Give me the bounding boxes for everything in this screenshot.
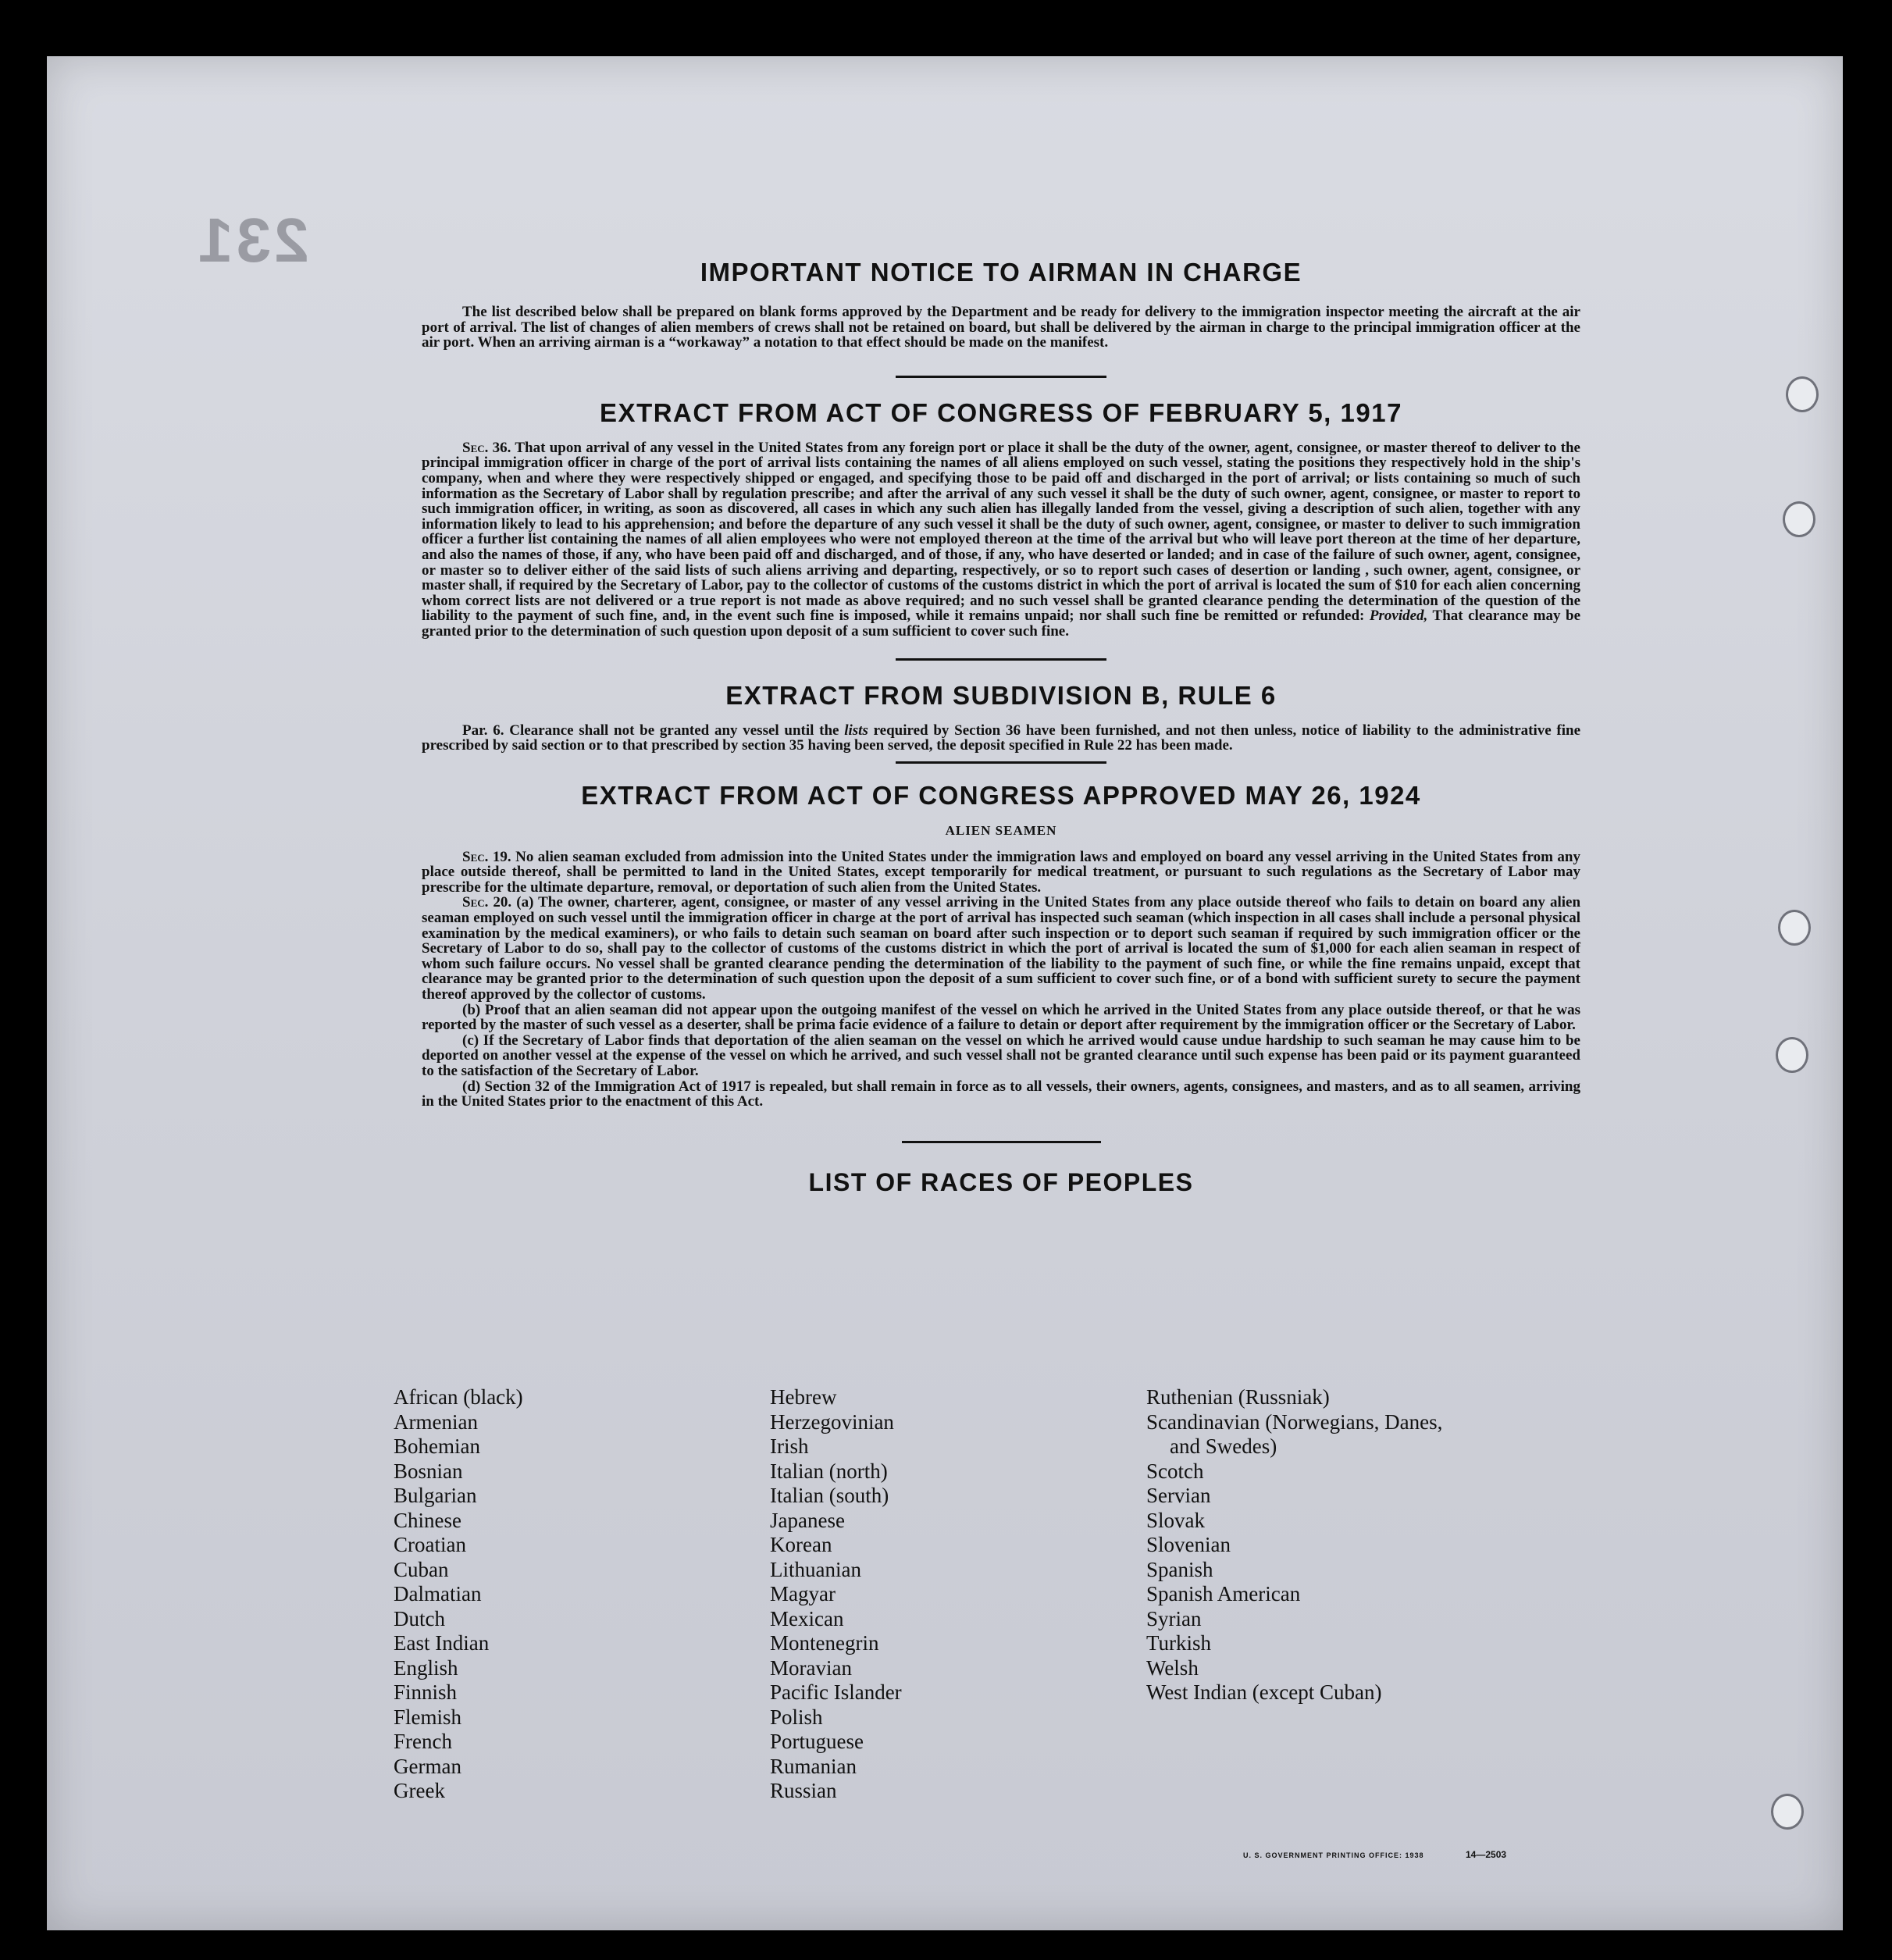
- race-item: Hebrew: [770, 1385, 837, 1409]
- race-item: Bulgarian: [394, 1484, 477, 1507]
- document-content: [422, 258, 1580, 1197]
- race-item: Spanish American: [1146, 1582, 1301, 1605]
- section-divider: [896, 761, 1106, 764]
- race-item: Turkish: [1146, 1631, 1212, 1655]
- race-item: Syrian: [1146, 1606, 1202, 1630]
- race-item: Korean: [770, 1533, 832, 1556]
- race-item: African (black): [394, 1385, 523, 1409]
- race-item: Slovenian: [1146, 1533, 1231, 1556]
- race-item: Welsh: [1146, 1655, 1199, 1680]
- race-item: Dalmatian: [394, 1582, 482, 1605]
- act-1917-text: [422, 440, 1580, 640]
- race-item: Italian (south): [770, 1484, 889, 1507]
- form-code: 14—2503: [1466, 1849, 1507, 1860]
- race-item: English: [394, 1655, 458, 1680]
- race-item: Herzegovinian: [770, 1409, 894, 1434]
- provided-word: Provided,: [1369, 608, 1428, 625]
- race-item: Chinese: [394, 1508, 461, 1532]
- race-item: Slovak: [1146, 1508, 1206, 1532]
- race-item: Polish: [770, 1705, 823, 1729]
- race-item: Ruthenian (Russniak): [1146, 1385, 1330, 1409]
- sec-36-end: That clearance may be granted prior to the determination of such question upon deposit of a sum sufficient to cover such fine.: [422, 608, 1581, 640]
- sec-19-label: Sec. 19.: [462, 848, 511, 865]
- printing-office-imprint: U. S. GOVERNMENT PRINTING OFFICE: 1938: [1243, 1851, 1424, 1859]
- race-item: Armenian: [394, 1409, 478, 1434]
- rule-6-text-end: required by Section 36 have been furnished, and not then unless, notice of liability to the administrative fine prescribed by said section or to that prescribed by section 35 having been served, the deposit specified in Rule 22 has been made.: [422, 722, 1581, 754]
- race-item: Pacific Islander: [770, 1680, 902, 1704]
- race-item: Moravian: [770, 1655, 852, 1680]
- race-item: Spanish: [1146, 1557, 1213, 1581]
- race-item: Rumanian: [770, 1754, 857, 1778]
- race-item: French: [394, 1730, 452, 1753]
- rule-6-title: EXTRACT FROM SUBDIVISION B, RULE 6: [725, 680, 1277, 710]
- race-item: Servian: [1146, 1484, 1211, 1507]
- race-item: Flemish: [394, 1705, 462, 1729]
- act-1917-title: EXTRACT FROM ACT OF CONGRESS OF FEBRUARY 5, 1917: [600, 397, 1402, 427]
- race-item: Montenegrin: [770, 1631, 879, 1655]
- sec-20a-text: [422, 895, 1580, 1002]
- sec-19-text: [422, 850, 1580, 896]
- section-divider: [896, 658, 1106, 661]
- race-item: Mexican: [770, 1606, 844, 1630]
- races-column-1: [394, 1385, 523, 1804]
- section-divider: [902, 1141, 1101, 1143]
- races-column-2: [770, 1385, 902, 1804]
- rule-6-text: [422, 723, 1580, 754]
- notice-text: The list described below shall be prepared on blank forms approved by the Department and be ready for delivery to the immigration inspector meeting the aircraft at the air port of arrival. The list of changes of alien members of crews shall not be retained on board, but shall be delivered by the airman in charge to the principal immigration officer at the air port. When an arriving airman is a “workaway” a notation to that effect should be made on the manifest.: [422, 304, 1580, 351]
- punch-hole: [1778, 910, 1811, 946]
- race-item: Dutch: [394, 1606, 445, 1630]
- race-item: Russian: [770, 1779, 837, 1802]
- section-divider: [896, 376, 1106, 378]
- document-page: [47, 56, 1843, 1930]
- race-item: Italian (north): [770, 1459, 888, 1483]
- race-item: Magyar: [770, 1582, 836, 1605]
- race-item: East Indian: [394, 1631, 490, 1655]
- punch-hole: [1776, 1037, 1808, 1073]
- race-item: Bosnian: [394, 1459, 463, 1483]
- race-item: Croatian: [394, 1533, 466, 1556]
- race-item: Irish: [770, 1434, 809, 1458]
- page-number-bleed-through: 231: [195, 205, 309, 275]
- punch-hole: [1783, 501, 1815, 537]
- race-item: Scotch: [1146, 1459, 1204, 1483]
- sec-36-body: That upon arrival of any vessel in the United States from any foreign port or place it shall be the duty of the owner, agent, consignee, or master thereof to deliver to the principal immigration officer in charge of the port of arrival lists containing the names of all aliens employed on such vessel, stating the positions they respectively hold in the ship's company, when and where they were respectively shipped or engaged, and specifying those to be paid off and discharged in the port of arrival; or lists containing so much of such information as the Secretary of Labor shall by regulation prescribe; and after the arrival of any such vessel it shall be the duty of such owner, agent, consignee, or master to report to such immigration officer, in writing, as soon as discovered, all cases in which any such alien has illegally landed from the vessel, giving a description of such alien, together with any information likely to lead to his apprehension; and before the departure of any such vessel it shall be the duty of such owner, agent, consignee, or master to deliver to such immigration officer a further list containing the names of all alien employees who were not employed thereon at the time of the arrival but who will leave port thereon at the time of her departure, and also the names of those, if any, who have been paid off and discharged, and of those, if any, who have deserted or landed; and in case of the failure of such owner, agent, consignee, or master so to deliver either of the said lists of such aliens arriving and departing, respectively, or so to report such cases of desertion or landing , such owner, agent, consignee, or master shall, if required by the Secretary of Labor, pay to the collector of customs of the customs district in which the port of arrival is located the sum of $10 for each alien concerning whom correct lists are not delivered or a true report is not made as above required; and no such vessel shall be granted clearance pending the determination of the question of the liability to the payment of such fine, and, in the event such fine is imposed, while it remains unpaid; nor shall such fine be remitted or refunded:: [422, 439, 1580, 625]
- race-item: Bohemian: [394, 1434, 480, 1458]
- race-item: Portuguese: [770, 1730, 864, 1753]
- sec-19-body: No alien seaman excluded from admission into the United States under the immigration laws and employed on board any vessel arriving in the United States from any place outside thereof, shall be permitted to land in the United States, except temporarily for medical treatment, or pursuant to such regulations as the Secretary of Labor may prescribe for the ultimate departure, removal, or deportation of such alien from the United States.: [422, 848, 1580, 896]
- sec-36-label: Sec. 36.: [462, 439, 511, 456]
- race-item: and Swedes): [1170, 1434, 1277, 1458]
- sec-20b-text: (b) Proof that an alien seaman did not appear upon the outgoing manifest of the vessel on which he arrived in the United States from any place outside thereof, or that he was reported by the master of such vessel as a deserter, shall be prima facie evidence of a failure to detain or deport after requirement by the immigration officer or the Secretary of Labor.: [422, 1001, 1580, 1034]
- punch-hole: [1771, 1794, 1804, 1830]
- sec-20-label: Sec. 20.: [462, 894, 512, 911]
- sec-20d-text: (d) Section 32 of the Immigration Act of 1917 is repealed, but shall remain in force as to all vessels, their owners, agents, consignees, and masters, and as to all seamen, arriving in the United States prior to the enactment of this Act.: [422, 1078, 1580, 1110]
- race-item: Greek: [394, 1779, 445, 1802]
- act-1924-title: EXTRACT FROM ACT OF CONGRESS APPROVED MAY 26, 1924: [581, 780, 1421, 810]
- race-item: West Indian (except Cuban): [1146, 1680, 1382, 1704]
- race-item: Japanese: [770, 1508, 845, 1532]
- race-item: Scandinavian (Norwegians, Danes,: [1146, 1409, 1443, 1434]
- notice-title: IMPORTANT NOTICE TO AIRMAN IN CHARGE: [700, 258, 1302, 287]
- race-item: German: [394, 1754, 461, 1778]
- race-item: Lithuanian: [770, 1557, 861, 1581]
- races-title: LIST OF RACES OF PEOPLES: [808, 1167, 1194, 1196]
- rule-6-text-start: Par. 6. Clearance shall not be granted any vessel until the: [462, 722, 839, 739]
- race-item: Cuban: [394, 1557, 449, 1581]
- alien-seamen-subtitle: ALIEN SEAMEN: [945, 822, 1057, 838]
- sec-20c-text: (c) If the Secretary of Labor finds that deportation of the alien seaman on the vessel on which he arrived would cause undue hardship to such seaman he may cause him to be deported on another vessel at the expense of the vessel on which he arrived, and such vessel shall not be granted clearance until such expense has been paid or its payment guaranteed to the satisfaction of the Secretary of Labor.: [422, 1032, 1580, 1079]
- punch-hole: [1786, 376, 1819, 412]
- race-item: Finnish: [394, 1680, 458, 1704]
- races-column-3: [1146, 1385, 1442, 1705]
- lists-word: lists: [844, 722, 868, 739]
- sec-20a-body: (a) The owner, charterer, agent, consignee, or master of any vessel arriving in the United States from any place outside thereof who fails to detain on board any alien seaman employed on such vessel until the immigration officer in charge at the port of arrival has inspected such seaman (which inspection in all cases shall include a personal physical examination by the medical examiners), or who fails to detain such seaman on board after such inspection or to deport such seaman if required by such immigration officer or the Secretary of Labor to do so, shall pay to the collector of customs of the customs district in which the port of arrival is located the sum of $1,000 for each alien seaman in respect of whom such failure occurs. No vessel shall be granted clearance pending the determination of the liability to the payment of such fine, or while the fine remains unpaid, except that clearance may be granted prior to the determination of such question upon the deposit of a sum sufficient to cover such fine, or of a bond with sufficient surety to secure the payment thereof approved by the collector of customs.: [422, 894, 1581, 1003]
